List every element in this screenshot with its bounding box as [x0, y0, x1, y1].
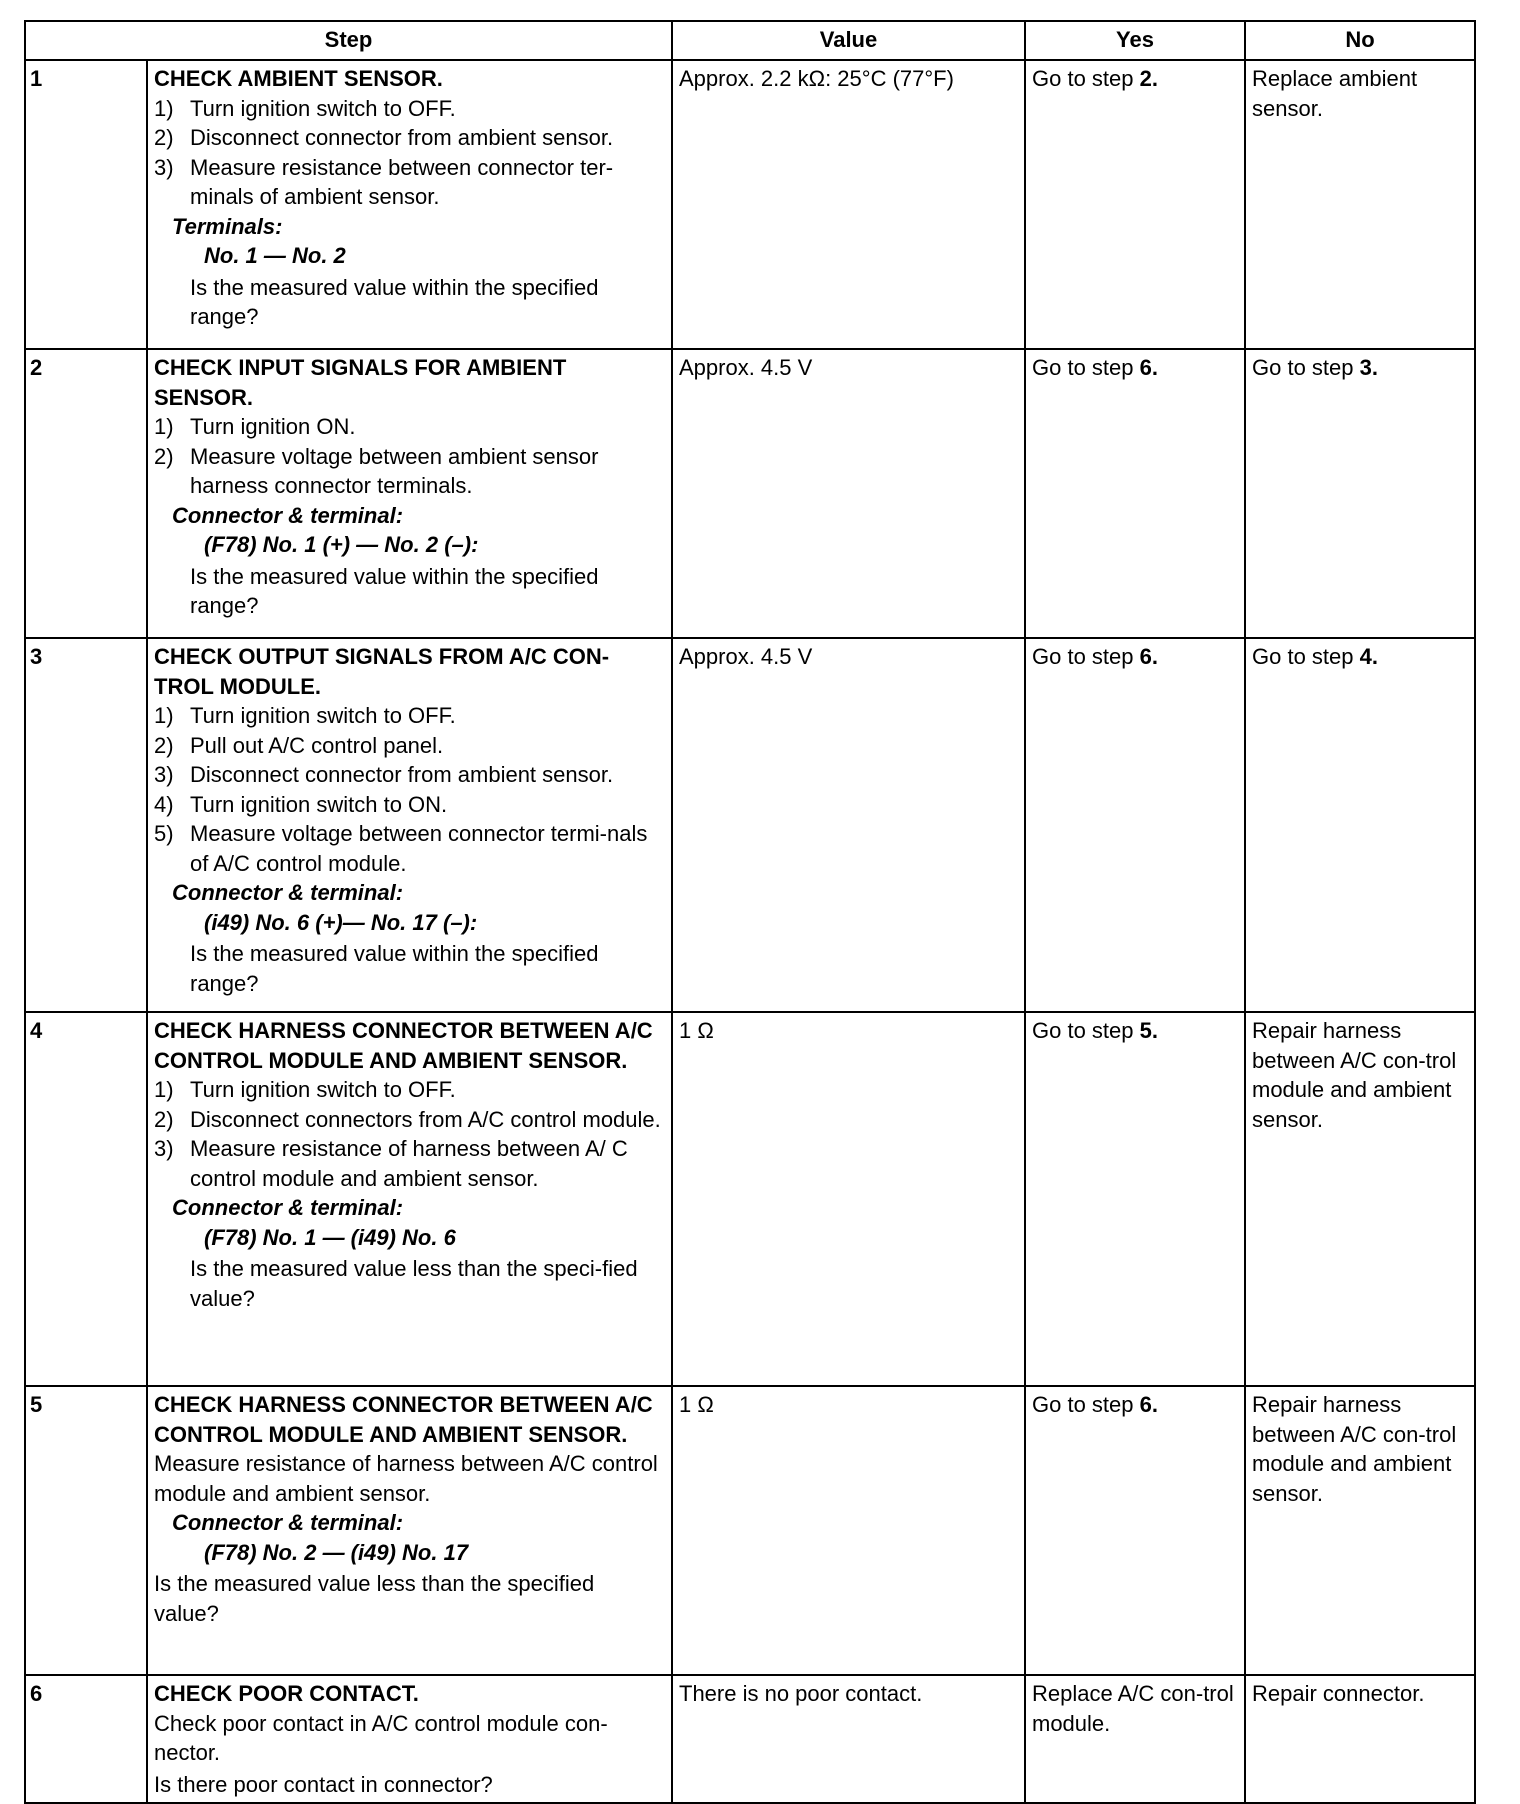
- list-item: 3) Measure resistance of harness between A/ C control module and ambient sensor.: [154, 1136, 628, 1191]
- spec-value: (F78) No. 1 — (i49) No. 6: [204, 1224, 456, 1250]
- step-title: CHECK HARNESS CONNECTOR BETWEEN A/C CONTROL MODULE AND AMBIENT SENSOR.: [154, 1392, 653, 1447]
- list-item: 4) Turn ignition switch to ON.: [154, 791, 448, 817]
- list-item: 2) Measure voltage between ambient sensor harness connector terminals.: [154, 443, 599, 498]
- table-row: [25, 60, 1475, 349]
- value-cell: 1 Ω: [672, 1012, 1025, 1386]
- spec-value: (F78) No. 2 — (i49) No. 17: [204, 1539, 469, 1565]
- list-item: 3) Measure resistance between connector ter-minals of ambient sensor.: [154, 154, 614, 209]
- list-item: 2) Pull out A/C control panel.: [154, 732, 444, 758]
- list-item: 2) Disconnect connector from ambient sensor.: [154, 125, 614, 150]
- table-row: [25, 349, 1475, 638]
- diagnostic-procedure-sheet: [24, 20, 1474, 1804]
- table-row: [25, 1386, 1475, 1675]
- step-number: 4: [25, 1012, 147, 1386]
- list-item: 1) Turn ignition switch to OFF.: [154, 703, 456, 728]
- no-cell: Repair harness between A/C con-trol module and ambient sensor.: [1245, 1386, 1475, 1675]
- step-description: [147, 1012, 672, 1386]
- step-title: CHECK OUTPUT SIGNALS FROM A/C CON-TROL MODULE.: [154, 644, 610, 699]
- yes-cell: Replace A/C con-trol module.: [1025, 1675, 1245, 1803]
- header-step: Step: [25, 21, 672, 60]
- yes-cell: Go to step 2.: [1025, 60, 1245, 349]
- step-description: [147, 1386, 672, 1675]
- list-item: 1) Turn ignition switch to OFF.: [154, 1077, 456, 1102]
- list-item: 3) Disconnect connector from ambient sensor.: [154, 762, 614, 787]
- step-question: Is the measured value within the specified range?: [190, 941, 599, 996]
- yes-cell: Go to step 6.: [1025, 638, 1245, 1012]
- step-text: Check poor contact in A/C control module con-nector.: [154, 1710, 608, 1765]
- step-list: [154, 412, 665, 501]
- step-title: CHECK HARNESS CONNECTOR BETWEEN A/C CONTROL MODULE AND AMBIENT SENSOR.: [154, 1018, 653, 1073]
- step-number: 3: [25, 638, 147, 1012]
- table-row: [25, 638, 1475, 1012]
- step-question: Is the measured value within the specified range?: [190, 563, 599, 618]
- step-description: [147, 638, 672, 1012]
- step-number: 1: [25, 60, 147, 349]
- step-text: Measure resistance of harness between A/C control module and ambient sensor.: [154, 1451, 658, 1506]
- step-question: Is the measured value less than the speci-fied value?: [190, 1256, 638, 1311]
- step-question: Is there poor contact in connector?: [154, 1771, 493, 1797]
- header-row: [25, 21, 1475, 60]
- table-row: [25, 1675, 1475, 1803]
- step-list: [154, 94, 665, 212]
- step-description: [147, 1675, 672, 1803]
- value-cell: 1 Ω: [672, 1386, 1025, 1675]
- step-list: [154, 1075, 665, 1193]
- yes-cell: Go to step 6.: [1025, 1386, 1245, 1675]
- spec-label: Terminals:: [172, 213, 283, 239]
- step-number: 6: [25, 1675, 147, 1803]
- value-cell: Approx. 4.5 V: [672, 349, 1025, 638]
- spec-label: Connector & terminal:: [172, 1195, 404, 1220]
- yes-cell: Go to step 6.: [1025, 349, 1245, 638]
- list-item: 2) Disconnect connectors from A/C control module.: [154, 1106, 661, 1132]
- no-cell: Replace ambient sensor.: [1245, 60, 1475, 349]
- step-question: Is the measured value less than the specified value?: [154, 1571, 595, 1626]
- no-cell: Repair harness between A/C con-trol module and ambient sensor.: [1245, 1012, 1475, 1386]
- step-number: 2: [25, 349, 147, 638]
- step-number: 5: [25, 1386, 147, 1675]
- diagnostic-table: [24, 20, 1476, 1804]
- spec-value: (F78) No. 1 (+) — No. 2 (–):: [204, 532, 479, 557]
- header-value: Value: [672, 21, 1025, 60]
- value-cell: There is no poor contact.: [672, 1675, 1025, 1803]
- table-row: [25, 1012, 1475, 1386]
- value-cell: Approx. 2.2 kΩ: 25°C (77°F): [672, 60, 1025, 349]
- step-description: [147, 349, 672, 638]
- step-title: CHECK INPUT SIGNALS FOR AMBIENT SENSOR.: [154, 355, 567, 410]
- list-item: 1) Turn ignition ON.: [154, 414, 356, 439]
- spec-label: Connector & terminal:: [172, 1510, 404, 1535]
- step-list: [154, 701, 665, 878]
- header-no: No: [1245, 21, 1475, 60]
- header-yes: Yes: [1025, 21, 1245, 60]
- spec-value: No. 1 — No. 2: [204, 243, 346, 268]
- spec-value: (i49) No. 6 (+)— No. 17 (–):: [204, 909, 478, 935]
- step-title: CHECK AMBIENT SENSOR.: [154, 66, 443, 91]
- no-cell: Repair connector.: [1245, 1675, 1475, 1803]
- step-description: [147, 60, 672, 349]
- spec-label: Connector & terminal:: [172, 880, 404, 905]
- no-cell: Go to step 4.: [1245, 638, 1475, 1012]
- step-question: Is the measured value within the specified range?: [190, 274, 599, 329]
- value-cell: Approx. 4.5 V: [672, 638, 1025, 1012]
- list-item: 1) Turn ignition switch to OFF.: [154, 95, 456, 121]
- list-item: 5) Measure voltage between connector termi-nals of A/C control module.: [154, 821, 648, 876]
- no-cell: Go to step 3.: [1245, 349, 1475, 638]
- step-title: CHECK POOR CONTACT.: [154, 1681, 419, 1706]
- yes-cell: Go to step 5.: [1025, 1012, 1245, 1386]
- spec-label: Connector & terminal:: [172, 502, 404, 528]
